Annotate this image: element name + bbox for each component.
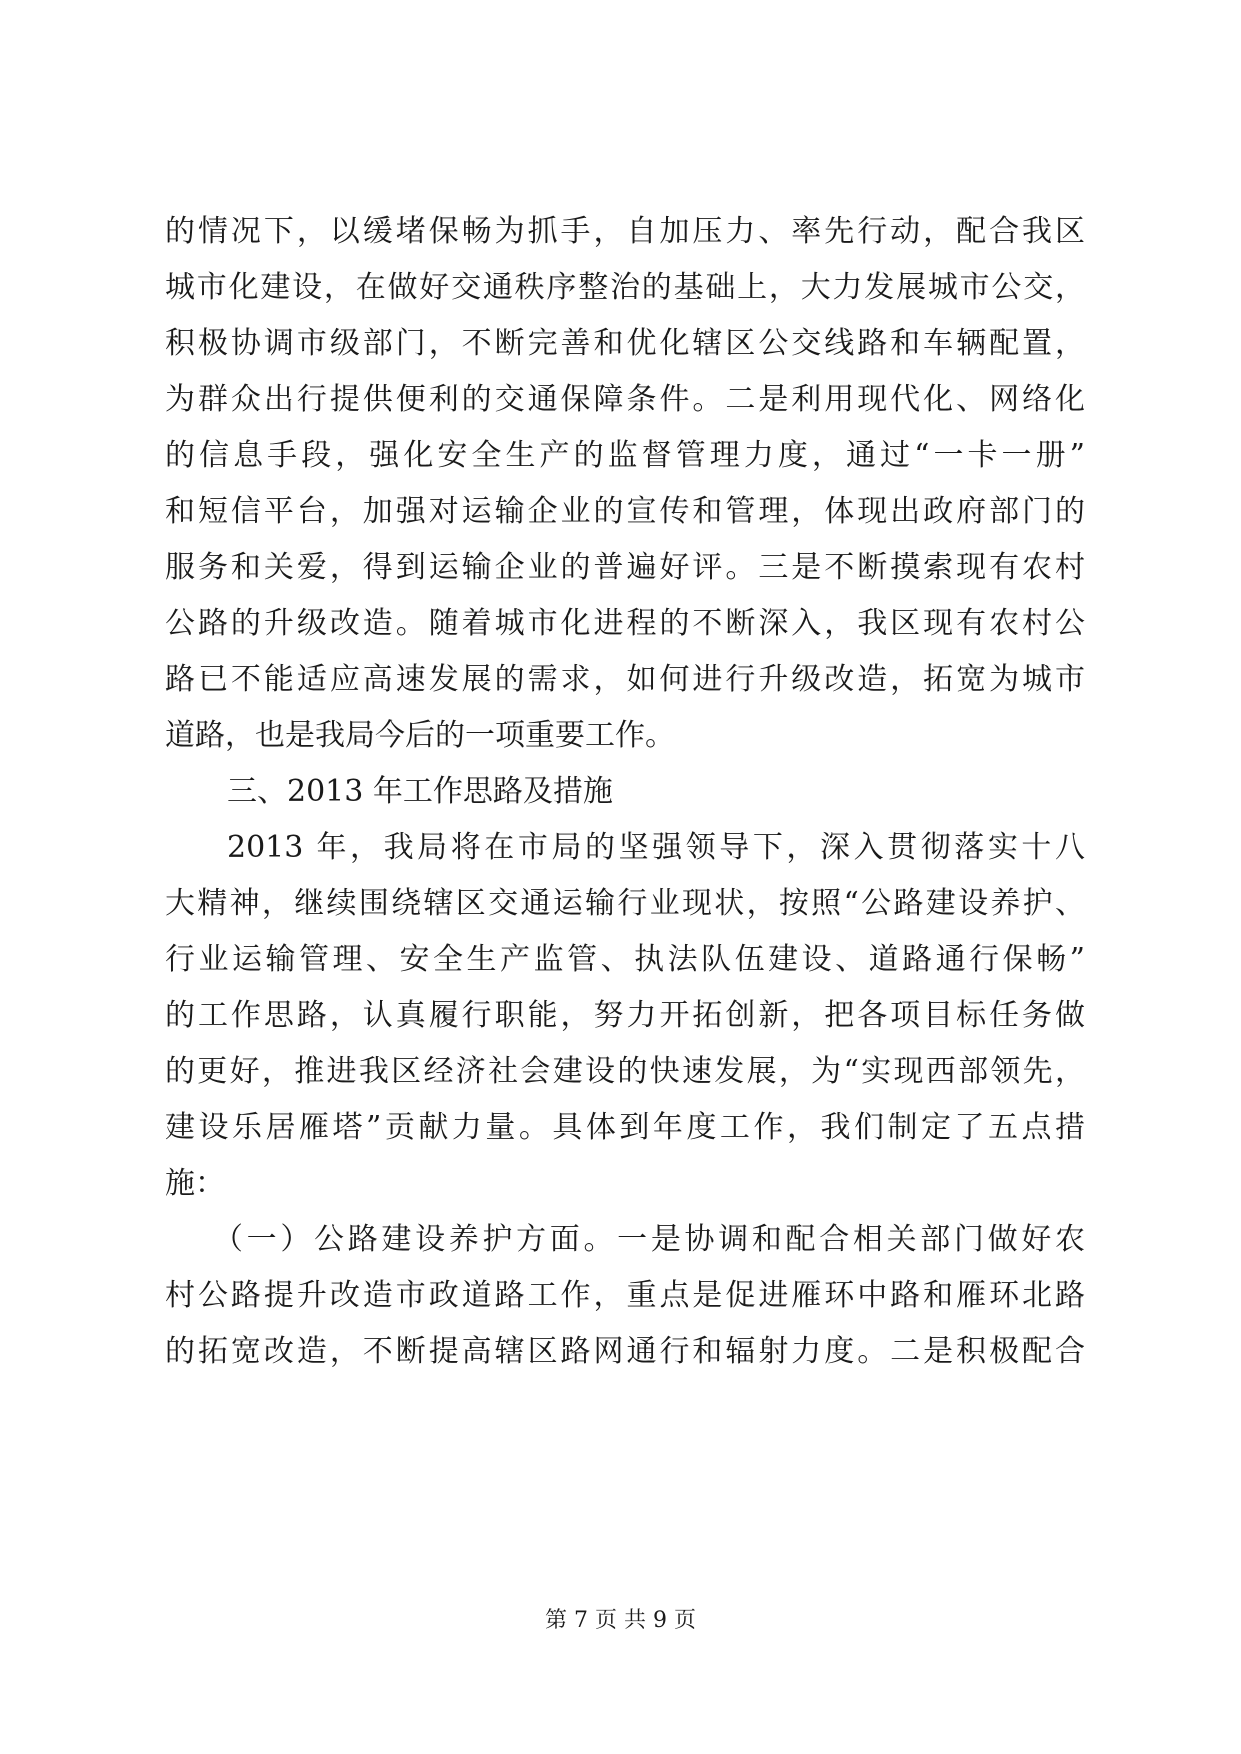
paragraph-line: 公路的升级改造。随着城市化进程的不断深入，我区现有农村公 bbox=[165, 606, 1085, 641]
paragraph-line: （一）公路建设养护方面。一是协调和配合相关部门做好农 bbox=[213, 1222, 1085, 1257]
paragraph-line: 和短信平台，加强对运输企业的宣传和管理，体现出政府部门的 bbox=[165, 494, 1085, 529]
paragraph-line: 城市化建设，在做好交通秩序整治的基础上，大力发展城市公交， bbox=[165, 270, 1085, 305]
paragraph-line: 大精神，继续围绕辖区交通运输行业现状，按照“公路建设养护、 bbox=[165, 886, 1085, 921]
paragraph-line: 道路，也是我局今后的一项重要工作。 bbox=[165, 718, 675, 753]
paragraph-line: 服务和关爱，得到运输企业的普遍好评。三是不断摸索现有农村 bbox=[165, 550, 1085, 585]
page-number-footer: 第 7 页 共 9 页 bbox=[545, 1608, 696, 1633]
paragraph-line: 的更好，推进我区经济社会建设的快速发展，为“实现西部领先， bbox=[165, 1054, 1085, 1089]
paragraph-line: 2013 年，我局将在市局的坚强领导下，深入贯彻落实十八 bbox=[227, 830, 1085, 865]
section-heading: 三、2013 年工作思路及措施 bbox=[227, 774, 613, 809]
paragraph-line: 路已不能适应高速发展的需求，如何进行升级改造，拓宽为城市 bbox=[165, 662, 1085, 697]
paragraph-line: 为群众出行提供便利的交通保障条件。二是利用现代化、网络化 bbox=[165, 382, 1085, 417]
paragraph-line: 的工作思路，认真履行职能，努力开拓创新，把各项目标任务做 bbox=[165, 998, 1085, 1033]
paragraph-line: 建设乐居雁塔”贡献力量。具体到年度工作，我们制定了五点措 bbox=[165, 1110, 1085, 1145]
paragraph-line: 的信息手段，强化安全生产的监督管理力度，通过“一卡一册” bbox=[165, 438, 1085, 473]
paragraph-line: 施： bbox=[165, 1166, 225, 1201]
paragraph-line: 行业运输管理、安全生产监管、执法队伍建设、道路通行保畅” bbox=[165, 942, 1085, 977]
paragraph-line: 的情况下，以缓堵保畅为抓手，自加压力、率先行动，配合我区 bbox=[165, 214, 1085, 249]
paragraph-line: 积极协调市级部门，不断完善和优化辖区公交线路和车辆配置， bbox=[165, 326, 1085, 361]
paragraph-line: 的拓宽改造，不断提高辖区路网通行和辐射力度。二是积极配合 bbox=[165, 1334, 1085, 1369]
paragraph-line: 村公路提升改造市政道路工作，重点是促进雁环中路和雁环北路 bbox=[165, 1278, 1085, 1313]
